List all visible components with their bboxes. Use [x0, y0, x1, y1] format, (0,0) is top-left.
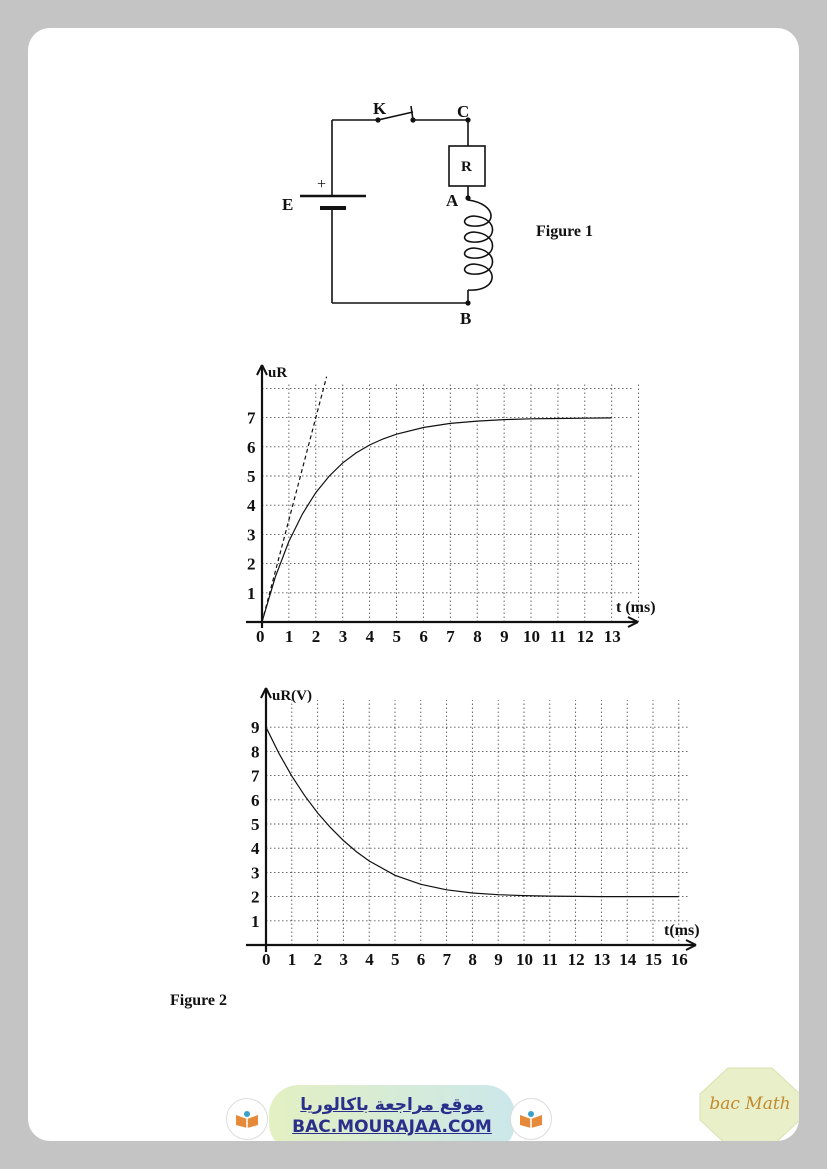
chart-ur-rise: [28, 28, 799, 1141]
x-tick-label: 6: [419, 627, 428, 646]
x-tick-label: 5: [392, 627, 401, 646]
bac-math-logo-text: bac Math: [709, 1094, 791, 1114]
book-logo-icon: [510, 1098, 552, 1140]
label-b: B: [460, 309, 472, 328]
y-tick-label: 7: [251, 766, 260, 786]
figure2-caption: Figure 2: [170, 992, 228, 1009]
label-k: K: [373, 99, 387, 118]
x-tick-label: 0: [262, 950, 271, 969]
x-tick-label: 2: [313, 950, 323, 969]
y-tick-label: 4: [251, 839, 260, 859]
x-tick-label: 13: [603, 627, 621, 646]
y-tick-label: 3: [251, 863, 260, 883]
x-tick-label: 0: [256, 627, 265, 646]
x-tick-label: 3: [339, 950, 348, 969]
y-tick-label: 6: [247, 437, 256, 457]
x-axis-title: t (ms): [616, 599, 656, 616]
banner-url[interactable]: BAC.MOURAJAA.COM: [292, 1117, 492, 1137]
x-tick-label: 6: [416, 950, 426, 969]
y-axis-title: uR: [268, 365, 288, 381]
y-tick-label: 5: [247, 467, 256, 486]
site-banner[interactable]: [269, 1085, 515, 1141]
x-axis-title: t(ms): [664, 922, 700, 939]
book-logo-icon: [226, 1098, 268, 1140]
x-tick-label: 16: [670, 950, 688, 969]
x-tick-label: 9: [494, 950, 503, 969]
chart-group: [246, 365, 656, 646]
y-axis-title: uR(V): [272, 688, 312, 704]
label-a: A: [446, 191, 459, 210]
x-tick-label: 4: [365, 627, 375, 646]
y-tick-label: 5: [251, 815, 260, 834]
x-tick-label: 4: [365, 950, 374, 969]
x-tick-label: 1: [287, 950, 297, 969]
x-tick-label: 13: [593, 950, 611, 969]
figure1-caption: Figure 1: [536, 223, 594, 240]
x-tick-label: 11: [549, 627, 566, 646]
y-tick-label: 2: [251, 887, 260, 907]
label-e: E: [282, 195, 294, 214]
series-curve: [262, 418, 612, 622]
document-page: [28, 28, 799, 1141]
y-tick-label: 6: [251, 790, 260, 810]
tangent-line: [262, 377, 327, 622]
label-r: R: [461, 159, 472, 175]
x-tick-label: 15: [645, 950, 662, 969]
x-tick-label: 8: [468, 950, 477, 969]
y-tick-label: 1: [251, 911, 260, 931]
bac-math-logo: [698, 1066, 799, 1141]
y-tick-label: 8: [251, 742, 260, 762]
x-tick-label: 3: [338, 627, 348, 646]
y-tick-label: 7: [247, 408, 256, 428]
chart-group: [246, 688, 700, 969]
x-tick-label: 1: [284, 627, 294, 646]
label-plus: +: [317, 176, 327, 193]
x-tick-label: 5: [391, 950, 400, 969]
x-tick-label: 12: [576, 627, 594, 646]
x-tick-label: 12: [567, 950, 585, 969]
x-tick-label: 7: [446, 627, 455, 646]
x-tick-label: 7: [442, 950, 452, 969]
y-tick-label: 4: [247, 496, 256, 516]
label-c: C: [457, 102, 470, 121]
y-tick-label: 3: [247, 525, 256, 545]
x-tick-label: 10: [523, 627, 540, 646]
y-tick-label: 9: [251, 718, 260, 738]
x-tick-label: 10: [516, 950, 533, 969]
banner-arabic-title[interactable]: موقع مراجعة باكالوريا: [300, 1095, 484, 1115]
x-tick-label: 9: [500, 627, 509, 646]
y-tick-label: 2: [247, 554, 256, 574]
x-tick-label: 8: [473, 627, 482, 646]
y-tick-label: 1: [247, 583, 256, 603]
x-tick-label: 11: [541, 950, 558, 969]
x-tick-label: 14: [619, 950, 637, 969]
x-tick-label: 2: [311, 627, 321, 646]
